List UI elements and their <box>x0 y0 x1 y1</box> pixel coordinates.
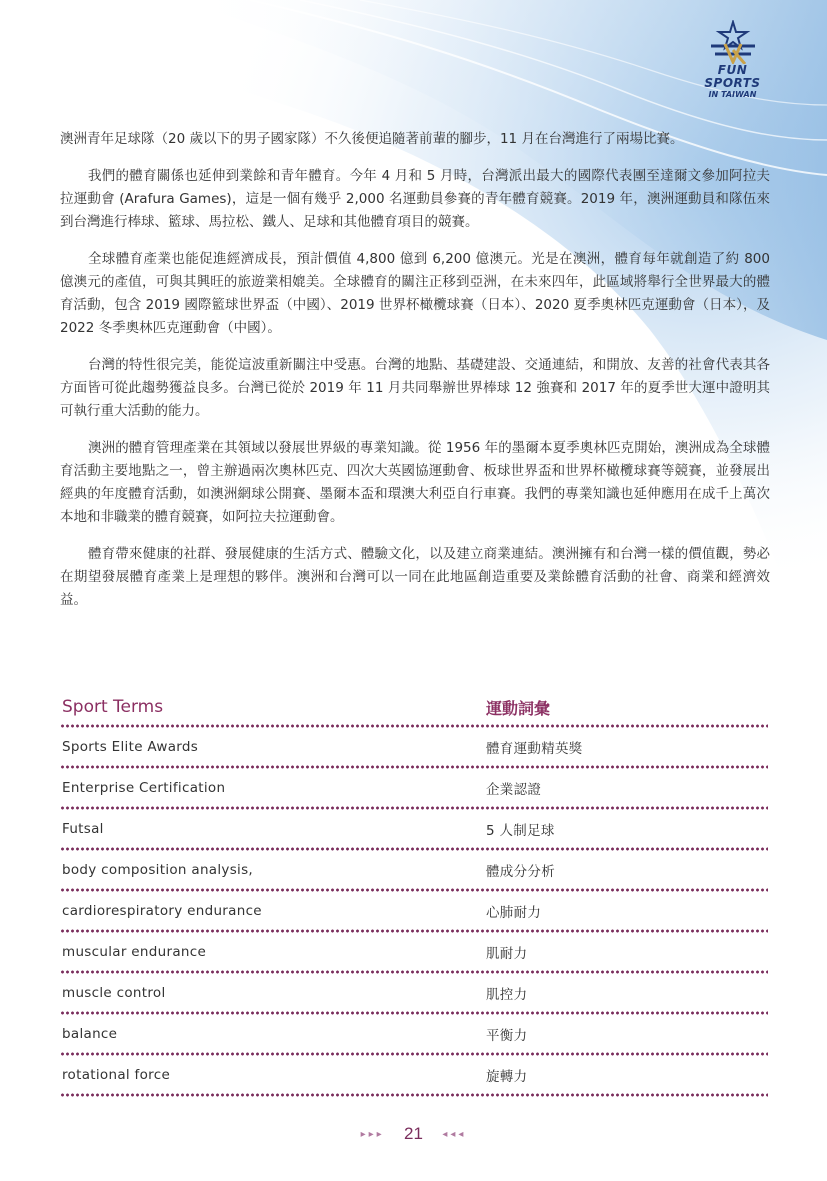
table-row <box>60 728 768 765</box>
paragraph: 我們的體育關係也延伸到業餘和青年體育。今年 4 月和 5 月時，台灣派出最大的國際代表團至達爾文參加阿拉夫拉運動會 (Arafura Games)，這是一個有幾乎 2,000 名運動員參賽的青年體育競賽。2019 年，澳洲運動員和隊伍來到台灣進行棒球、籃球、馬拉松、鐵人、足球和其他體育項目的競賽。 <box>60 168 770 230</box>
term-english: muscular endurance <box>62 943 207 960</box>
term-english: Enterprise Certification <box>62 779 226 796</box>
sport-terms-table <box>60 690 768 1097</box>
table-row <box>60 851 768 888</box>
table-row <box>60 892 768 929</box>
term-chinese: 5 人制足球 <box>486 822 555 839</box>
paragraph: 澳洲青年足球隊（20 歲以下的男子國家隊）不久後便追隨著前輩的腳步，11 月在台灣進行了兩場比賽。 <box>60 131 684 147</box>
fun-sports-logo <box>690 20 775 99</box>
term-english: Sports Elite Awards <box>62 738 199 755</box>
left-arrows-icon: ◂◂◂ <box>442 1128 467 1140</box>
table-row <box>60 810 768 847</box>
table-row <box>60 1056 768 1093</box>
term-chinese: 企業認證 <box>486 781 542 798</box>
term-english: cardiorespiratory endurance <box>62 902 262 919</box>
term-chinese: 旋轉力 <box>486 1068 528 1085</box>
term-english: rotational force <box>62 1066 171 1083</box>
dotted-divider <box>60 1093 768 1097</box>
page-footer <box>0 1124 827 1144</box>
table-header <box>60 690 768 724</box>
term-chinese: 體成分分析 <box>486 863 555 880</box>
header-chinese: 運動詞彙 <box>486 698 551 718</box>
paragraph: 澳洲的體育管理產業在其領域以發展世界級的專業知識。從 1956 年的墨爾本夏季奧林匹克開始，澳洲成為全球體育活動主要地點之一，曾主辦過兩次奧林匹克、四次大英國協運動會、板球世界盃和世界杯橄欖球賽等競賽，並發展出經典的年度體育活動，如澳洲網球公開賽、墨爾本盃和環澳大利亞自行車賽。我們的專業知識也延伸應用在成千上萬次本地和非職業的體育競賽，如阿拉夫拉運動會。 <box>60 440 770 525</box>
term-english: muscle control <box>62 984 166 1001</box>
term-chinese: 肌耐力 <box>486 945 528 962</box>
term-english: balance <box>62 1025 118 1042</box>
table-row <box>60 1015 768 1052</box>
term-chinese: 肌控力 <box>486 986 528 1003</box>
paragraph: 體育帶來健康的社群、發展健康的生活方式、體驗文化，以及建立商業連結。澳洲擁有和台灣一樣的價值觀，勢必在期望發展體育產業上是理想的夥伴。澳洲和台灣可以一同在此地區創造重要及業餘體育活動的社會、商業和經濟效益。 <box>60 546 770 608</box>
term-english: body composition analysis, <box>62 861 254 878</box>
term-chinese: 平衡力 <box>486 1027 528 1044</box>
paragraph: 全球體育產業也能促進經濟成長，預計價值 4,800 億到 6,200 億澳元。光是在澳洲，體育每年就創造了約 800 億澳元的產值，可與其興旺的旅遊業相媲美。全球體育的關注正移到亞洲，在未來四年，此區域將舉行全世界最大的體育活動，包含 2019 國際籃球世界盃（中國）、2019 世界杯橄欖球賽（日本）、2020 夏季奧林匹克運動會（日本），及 2022 冬季奧林匹克運動會（中國）。 <box>60 251 770 336</box>
page-number: 21 <box>404 1124 423 1143</box>
logo-emblem-icon <box>705 20 761 64</box>
table-row <box>60 974 768 1011</box>
table-row <box>60 769 768 806</box>
right-arrows-icon: ▸▸▸ <box>360 1128 385 1140</box>
term-chinese: 體育運動精英獎 <box>486 740 583 757</box>
logo-title: FUN SPORTS <box>704 63 761 90</box>
table-row <box>60 933 768 970</box>
logo-subtitle: IN TAIWAN <box>708 90 757 99</box>
term-chinese: 心肺耐力 <box>486 904 542 921</box>
term-english: Futsal <box>62 820 104 837</box>
header-english: Sport Terms <box>62 697 164 717</box>
paragraph: 台灣的特性很完美，能從這波重新關注中受惠。台灣的地點、基礎建設、交通連結，和開放、友善的社會代表其各方面皆可從此趨勢獲益良多。台灣已從於 2019 年 11 月共同舉辦世界棒球 12 強賽和 2017 年的夏季世大運中證明其可執行重大活動的能力。 <box>60 357 770 419</box>
article-body <box>60 128 770 626</box>
